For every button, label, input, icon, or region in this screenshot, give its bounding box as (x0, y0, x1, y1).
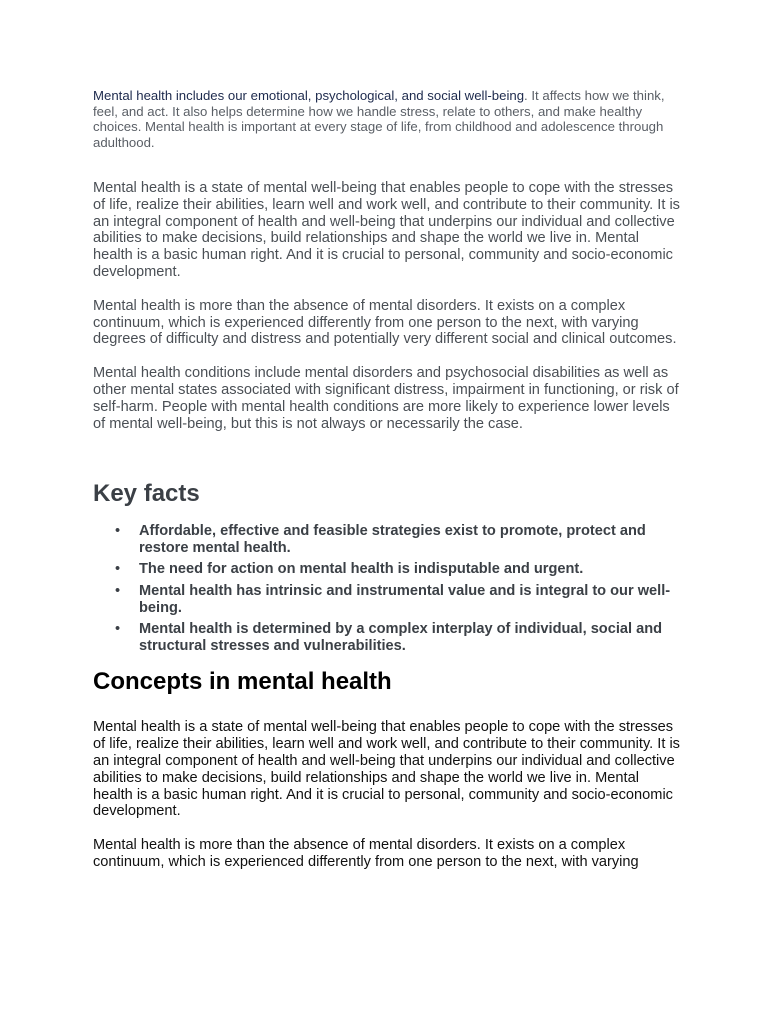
key-facts-list (93, 523, 681, 654)
key-fact-text: Mental health is determined by a complex interplay of individual, social and structural stresses and vulnerabilities. (139, 620, 663, 654)
bullet-icon: • (115, 523, 121, 540)
key-facts-heading: Key facts (93, 480, 200, 508)
bullet-icon: • (115, 582, 121, 599)
intro-lead: Mental health includes our emotional, psychological, and social well-being (93, 88, 525, 103)
concepts-paragraph-2: Mental health is more than the absence of mental disorders. It exists on a complex continuum, which is experienced differently from one person to the next, with varying (93, 837, 639, 871)
key-fact-text: Affordable, effective and feasible strategies exist to promote, protect and restore mental health. (139, 523, 646, 557)
body-paragraph-2: Mental health is more than the absence of mental disorders. It exists on a complex continuum, which is experienced differently from one person to the next, with varying degrees of difficulty and distress and potentially very different social and clinical outcomes. (93, 297, 677, 348)
key-fact-item (115, 620, 681, 655)
key-fact-text: The need for action on mental health is indisputable and urgent. (139, 561, 584, 578)
bullet-icon: • (115, 620, 121, 637)
concepts-paragraph-1: Mental health is a state of mental well-being that enables people to cope with the stresses of life, realize their abilities, learn well and work well, and contribute to their community. It is an integral component of health and well-being that underpins our individual and collective abilities to make decisions, build relationships and shape the world we live in. Mental health is a basic human right. And it is crucial to personal, community and socio-economic development. (93, 719, 680, 820)
key-fact-text: Mental health has intrinsic and instrumental value and is integral to our well-being. (139, 582, 671, 616)
key-fact-item (115, 523, 681, 557)
document-page (93, 88, 681, 871)
key-fact-item (115, 582, 681, 617)
intro-rest: . It affects how we think, feel, and act. It also helps determine how we handle stress, relate to others, and make healthy choices. Mental health is important at every stage of life, from childhood and adolescence through adulthood. (93, 88, 665, 150)
concepts-heading: Concepts in mental health (93, 668, 392, 696)
key-fact-item (115, 561, 681, 578)
intro-paragraph (93, 88, 681, 150)
body-paragraph-1: Mental health is a state of mental well-being that enables people to cope with the stresses of life, realize their abilities, learn well and work well, and contribute to their community. It is an integral component of health and well-being that underpins our individual and collective abilities to make decisions, build relationships and shape the world we live in. Mental health is a basic human right. And it is crucial to personal, community and socio-economic development. (93, 180, 680, 280)
bullet-icon: • (115, 561, 121, 578)
body-paragraph-3: Mental health conditions include mental disorders and psychosocial disabilities as well as other mental states associated with significant distress, impairment in functioning, or risk of self-harm. People with mental health conditions are more likely to experience lower levels of mental well-being, but this is not always or necessarily the case. (93, 365, 679, 432)
